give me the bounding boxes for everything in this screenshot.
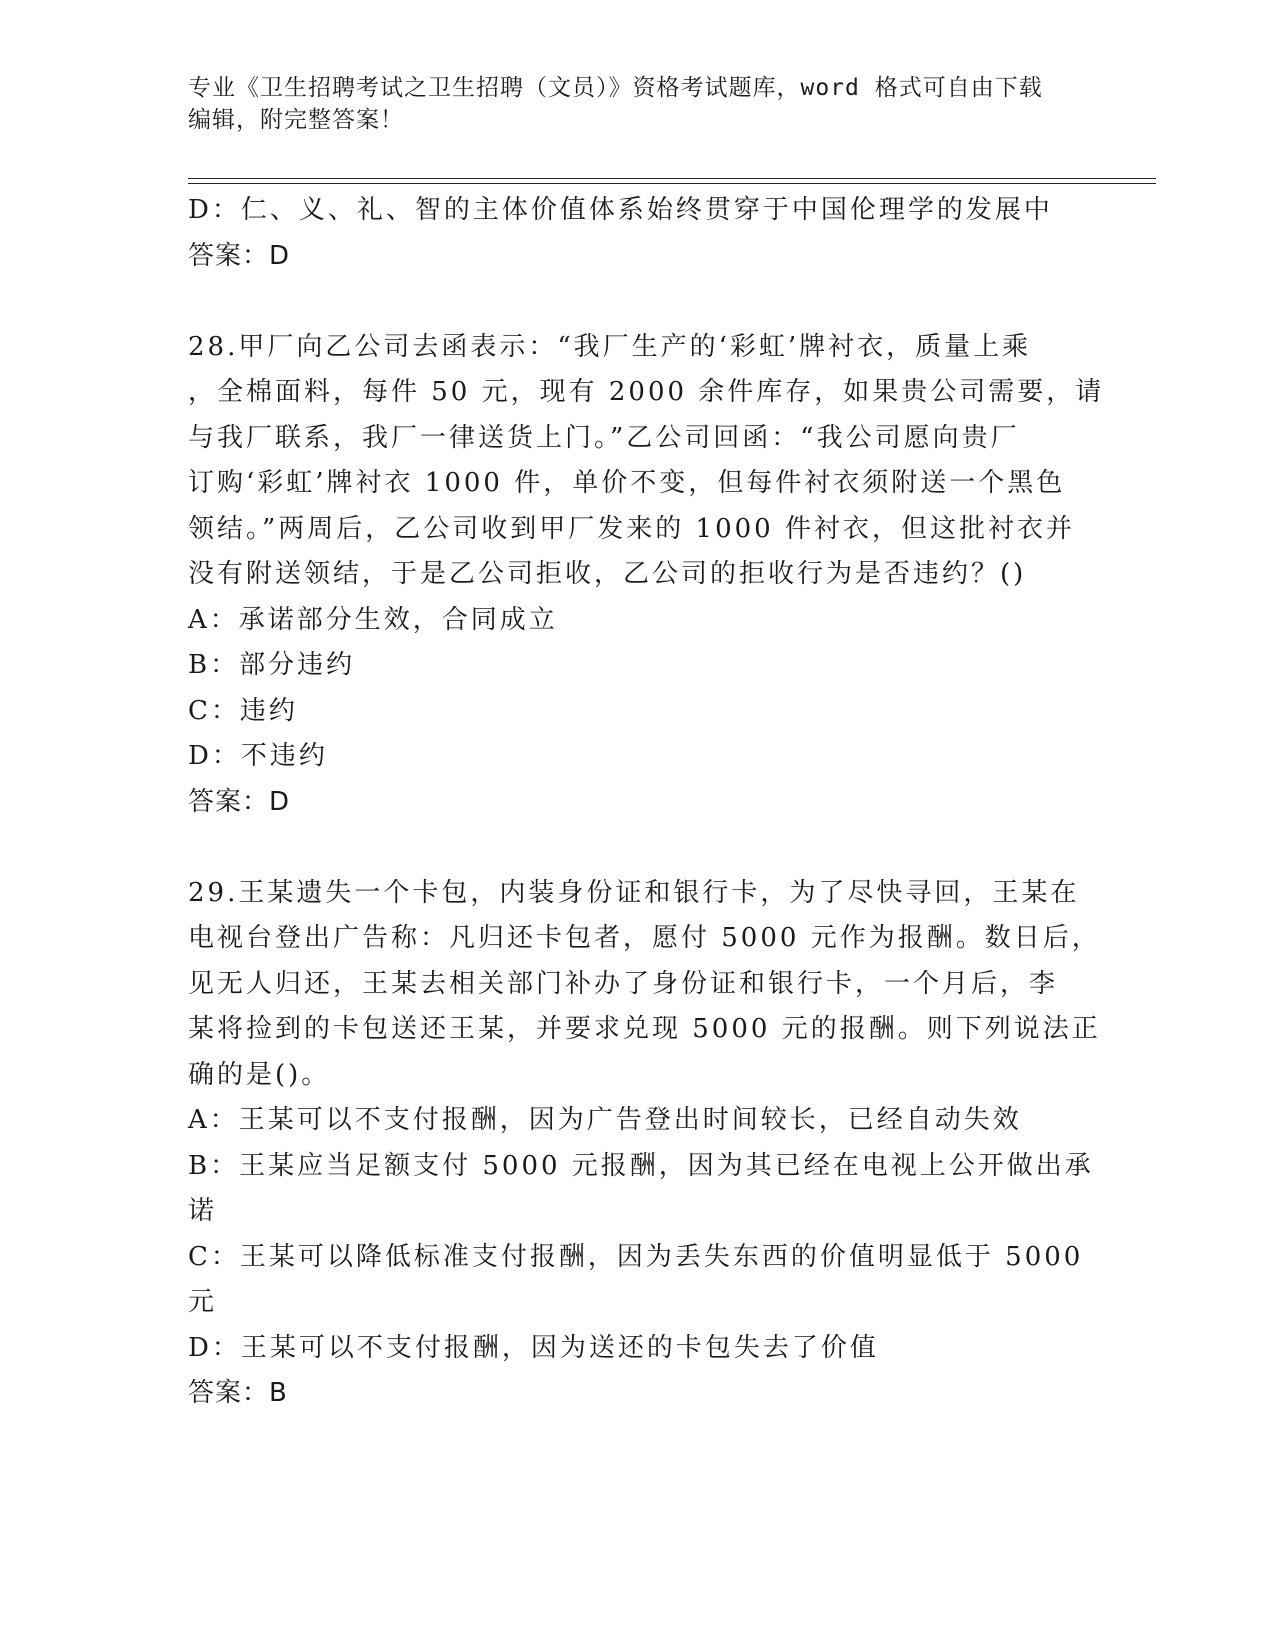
spacer (188, 825, 1088, 871)
answer-line: 答案：B (188, 1378, 288, 1408)
question-text-line: 29.王某遗失一个卡包，内装身份证和银行卡，为了尽快寻回，王某在 (188, 877, 1080, 908)
question-28 (188, 325, 1105, 826)
question-text-line: ，全棉面料，每件 50 元，现有 2000 余件库存，如果贵公司需要，请 (188, 377, 1105, 407)
question-29 (188, 871, 1101, 1417)
document-header (188, 72, 1088, 136)
question-27-tail (188, 188, 1088, 279)
option-d: D：仁、义、礼、智的主体价值体系始终贯穿于中国伦理学的发展中 (188, 195, 1053, 225)
question-text-line: 没有附送领结，于是乙公司拒收，乙公司的拒收行为是否违约？() (188, 559, 1027, 589)
option-d: D：不违约 (188, 741, 328, 771)
question-text-line: 确的是()。 (188, 1059, 331, 1090)
header-line-1: 专业《卫生招聘考试之卫生招聘（文员）》资格考试题库，word 格式可自由下载 (188, 75, 1043, 101)
question-text-line: 与我厂联系，我厂一律送货上门。”乙公司回函：“我公司愿向贵厂 (188, 422, 1020, 453)
option-c: C：违约 (188, 695, 298, 726)
question-text-line: 见无人归还，王某去相关部门补办了身份证和银行卡，一个月后，李 (188, 968, 1059, 999)
option-b: B：部分违约 (188, 650, 356, 680)
question-text-line: 某将捡到的卡包送还王某，并要求兑现 5000 元的报酬。则下列说法正 (188, 1014, 1101, 1044)
document-content (188, 188, 1105, 1417)
question-text-line: 28.甲厂向乙公司去函表示：“我厂生产的‘彩虹’牌衬衣，质量上乘 (188, 331, 1032, 362)
answer-line: 答案：D (188, 786, 291, 817)
header-line-2: 编辑，附完整答案！ (188, 107, 404, 133)
question-text-line: 领结。”两周后，乙公司收到甲厂发来的 1000 件衬衣，但这批衬衣并 (188, 513, 1075, 544)
document-page (188, 0, 1105, 1650)
spacer (188, 279, 1088, 325)
header-divider-top (188, 178, 1156, 179)
question-text-line: 订购‘彩虹’牌衬衣 1000 件，单价不变，但每件衬衣须附送一个黑色 (188, 468, 1066, 498)
question-text-line: 电视台登出广告称：凡归还卡包者，愿付 5000 元作为报酬。数日后， (188, 923, 1101, 953)
option-c-continued: 元 (188, 1287, 218, 1317)
option-b: B：王某应当足额支付 5000 元报酬，因为其已经在电视上公开做出承 (188, 1150, 1094, 1181)
option-c: C：王某可以降低标准支付报酬，因为丢失东西的价值明显低于 5000 (188, 1241, 1084, 1272)
option-a: A：承诺部分生效，合同成立 (188, 604, 558, 635)
option-b-continued: 诺 (188, 1196, 218, 1226)
answer-line: 答案：D (188, 240, 291, 271)
header-divider-bottom (188, 183, 1156, 184)
option-a: A：王某可以不支付报酬，因为广告登出时间较长，已经自动失效 (188, 1105, 1022, 1135)
option-d: D：王某可以不支付报酬，因为送还的卡包失去了价值 (188, 1332, 879, 1363)
